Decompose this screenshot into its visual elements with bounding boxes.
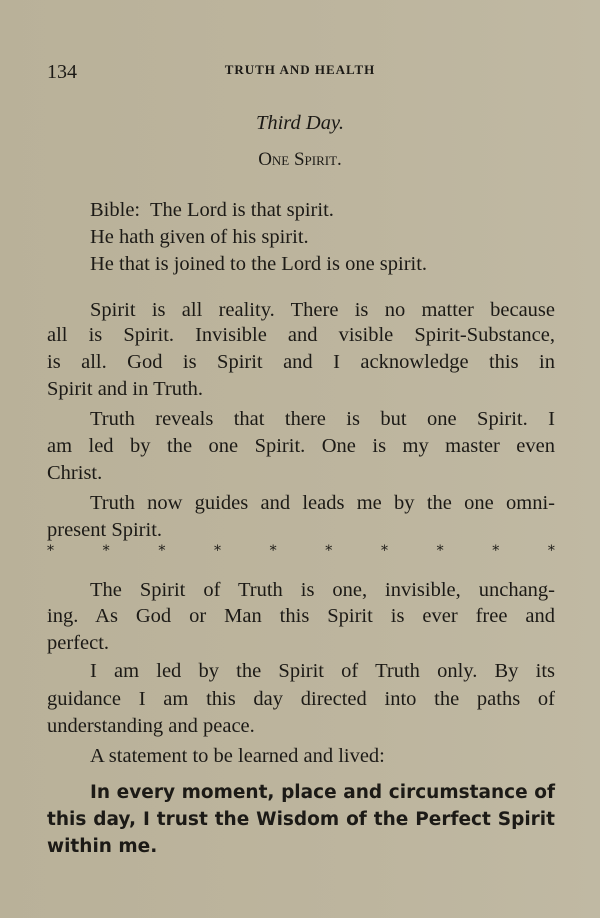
star: * (213, 543, 221, 559)
paragraph-line: guidance I am this day directed into the paths of (47, 688, 555, 710)
star: * (492, 543, 500, 559)
day-title: Third Day. (255, 112, 345, 134)
paragraph-line: Christ. (47, 462, 103, 484)
statement-line: within me. (47, 836, 158, 857)
paragraph-line: am led by the one Spirit. One is my master even (47, 435, 555, 457)
statement-line: this day, I trust the Wisdom of the Perfect Spirit (47, 809, 555, 830)
star: * (436, 543, 444, 559)
statement-line: In every moment, place and circumstance of (90, 782, 555, 803)
paragraph-line: is all. God is Spirit and I acknowledge this in (47, 351, 555, 373)
paragraph-line: understanding and peace. (47, 715, 255, 737)
paragraph-line: A statement to be learned and lived: (90, 745, 385, 767)
paragraph-line: perfect. (47, 632, 110, 654)
star: * (325, 543, 333, 559)
section-title: One Spirit. (258, 149, 342, 170)
running-title: TRUTH AND HEALTH (224, 62, 376, 77)
paragraph-line: Truth reveals that there is but one Spirit. I (90, 408, 555, 430)
bible-line: He that is joined to the Lord is one spirit. (90, 253, 428, 275)
paragraph-line: Spirit is all reality. There is no matter because (90, 299, 555, 321)
star: * (47, 543, 54, 559)
star: * (102, 543, 110, 559)
paragraph-line: present Spirit. (47, 519, 163, 541)
paragraph-line: I am led by the Spirit of Truth only. By its (90, 660, 555, 682)
bible-line: Bible: The Lord is that spirit. (90, 199, 334, 221)
star: * (547, 543, 555, 559)
paragraph-line: all is Spirit. Invisible and visible Spirit-Substance, (47, 324, 555, 346)
paragraph-line: The Spirit of Truth is one, invisible, unchang- (90, 579, 555, 601)
paragraph-line: Truth now guides and leads me by the one omni- (90, 492, 555, 514)
star: * (380, 543, 388, 559)
paragraph-line: Spirit and in Truth. (47, 378, 204, 400)
star: * (269, 543, 277, 559)
star: * (158, 543, 166, 559)
page-number: 134 (47, 61, 77, 83)
paragraph-line: ing. As God or Man this Spirit is ever free and (47, 605, 555, 627)
bible-line: He hath given of his spirit. (90, 226, 309, 248)
section-separator (47, 543, 555, 559)
